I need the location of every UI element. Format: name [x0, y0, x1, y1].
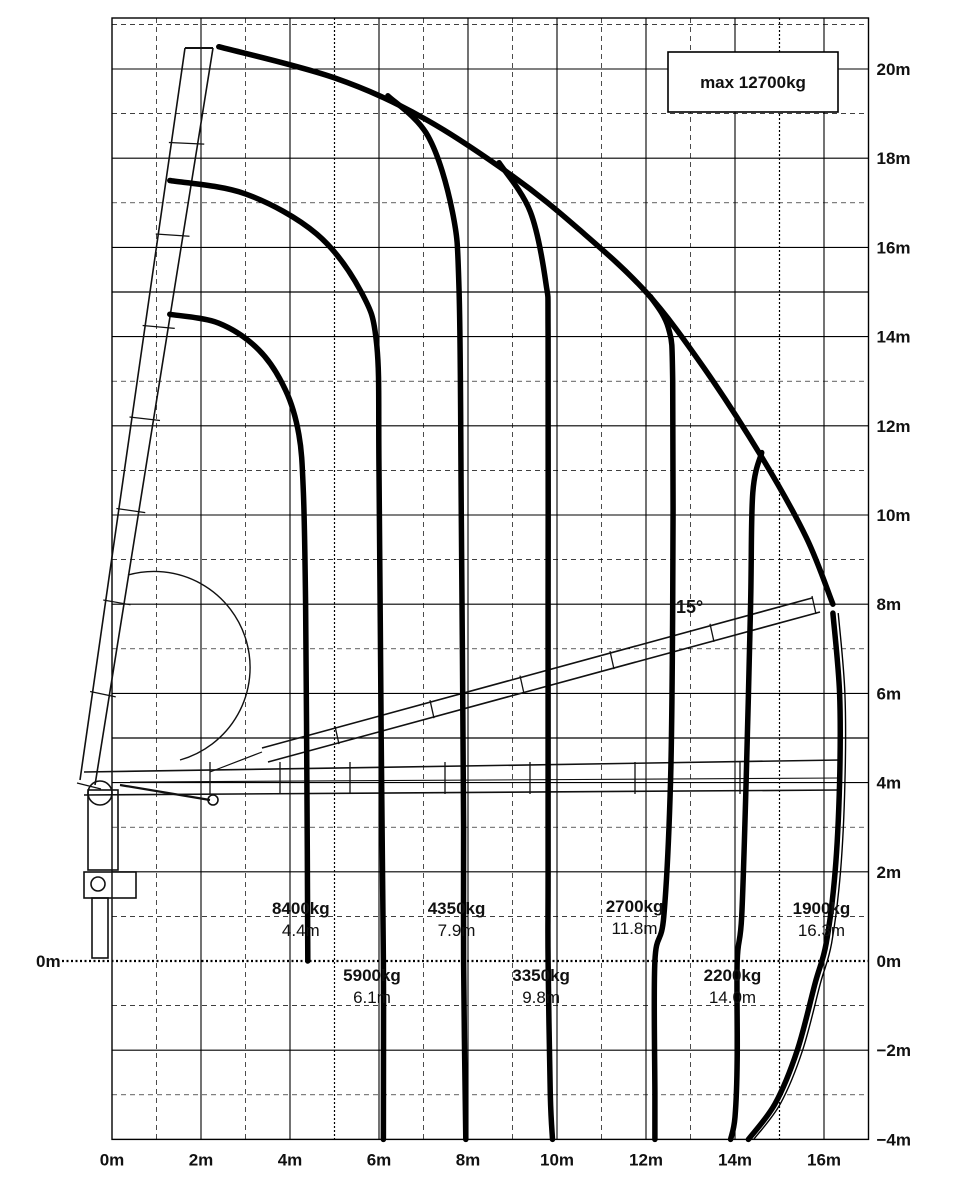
- series-labels: [272, 897, 850, 1007]
- y-tick-label: 16m: [876, 238, 911, 258]
- crane-line: [520, 676, 524, 694]
- x-tick-label: 8m: [455, 1150, 481, 1170]
- x-tick-label: 0m: [99, 1150, 125, 1170]
- working-range-envelope: [219, 47, 833, 605]
- crane-line: [169, 143, 204, 145]
- crane-line: [610, 651, 614, 669]
- y-tick-label: 10m: [876, 506, 911, 525]
- x-tick-label: 2m: [188, 1150, 214, 1170]
- load-label: 1900kg: [792, 899, 851, 919]
- load-label: 2200kg: [703, 966, 762, 986]
- max-load-label: max 12700kg: [700, 73, 806, 92]
- slew-arc: [128, 571, 250, 760]
- crane-line: [156, 234, 190, 236]
- load-curve-2700kg: [650, 297, 673, 1140]
- crane-line: [262, 598, 812, 748]
- x-tick-label: 4m: [277, 1150, 303, 1170]
- radius-label: 4.4m: [281, 921, 320, 941]
- load-curve-8400kg: [170, 314, 308, 961]
- y-tick-label: 20m: [876, 60, 911, 79]
- x-tick-label: 12m: [628, 1150, 664, 1170]
- crane-line: [130, 778, 840, 782]
- y-tick-label: 14m: [876, 327, 911, 347]
- y-tick-label: 0m: [876, 952, 902, 971]
- x-tick-label: 16m: [806, 1150, 842, 1170]
- load-label: 4350kg: [427, 899, 486, 919]
- crane-line: [130, 417, 161, 421]
- load-label: 8400kg: [271, 899, 330, 919]
- y-left-zero-label: 0m: [36, 952, 61, 971]
- x-tick-label: 6m: [366, 1150, 392, 1170]
- x-tick-label: 14m: [717, 1150, 753, 1170]
- y-tick-label: 4m: [876, 773, 902, 793]
- load-curve-5900kg: [170, 181, 384, 1140]
- radius-label: 6.1m: [353, 988, 391, 1008]
- load-label: 3350kg: [512, 966, 570, 986]
- radius-label: 7.9m: [437, 921, 476, 941]
- boom-angle-label: 15°: [676, 597, 704, 617]
- crane-line: [430, 700, 434, 718]
- max-load-box: [668, 52, 838, 112]
- load-curve-1900kg: [748, 613, 840, 1139]
- crane-pivot: [91, 877, 105, 891]
- crane-line: [143, 326, 175, 329]
- y-tick-label: 12m: [876, 416, 911, 436]
- y-tick-label: 6m: [876, 684, 902, 704]
- x-tick-label: 10m: [539, 1150, 575, 1170]
- crane-leg: [92, 898, 108, 958]
- load-curve-outline: [754, 613, 846, 1139]
- crane-line: [710, 624, 714, 642]
- crane-line: [335, 726, 339, 744]
- radius-label: 9.8m: [522, 988, 560, 1008]
- y-tick-label: 8m: [876, 595, 902, 615]
- y-tick-label: −2m: [876, 1041, 911, 1061]
- load-label: 2700kg: [605, 896, 664, 916]
- crane-line: [812, 596, 816, 614]
- y-tick-label: 2m: [876, 862, 902, 882]
- crane-line: [120, 785, 210, 800]
- load-label: 5900kg: [343, 966, 401, 986]
- crane-pivot: [88, 781, 112, 805]
- radius-label: 11.8m: [611, 918, 658, 938]
- crane-line: [116, 509, 145, 513]
- y-tick-label: 18m: [876, 149, 911, 169]
- radius-label: 14.0m: [708, 988, 757, 1008]
- y-tick-label: −4m: [876, 1130, 911, 1150]
- crane-line: [268, 612, 820, 762]
- radius-label: 16.3m: [797, 921, 846, 941]
